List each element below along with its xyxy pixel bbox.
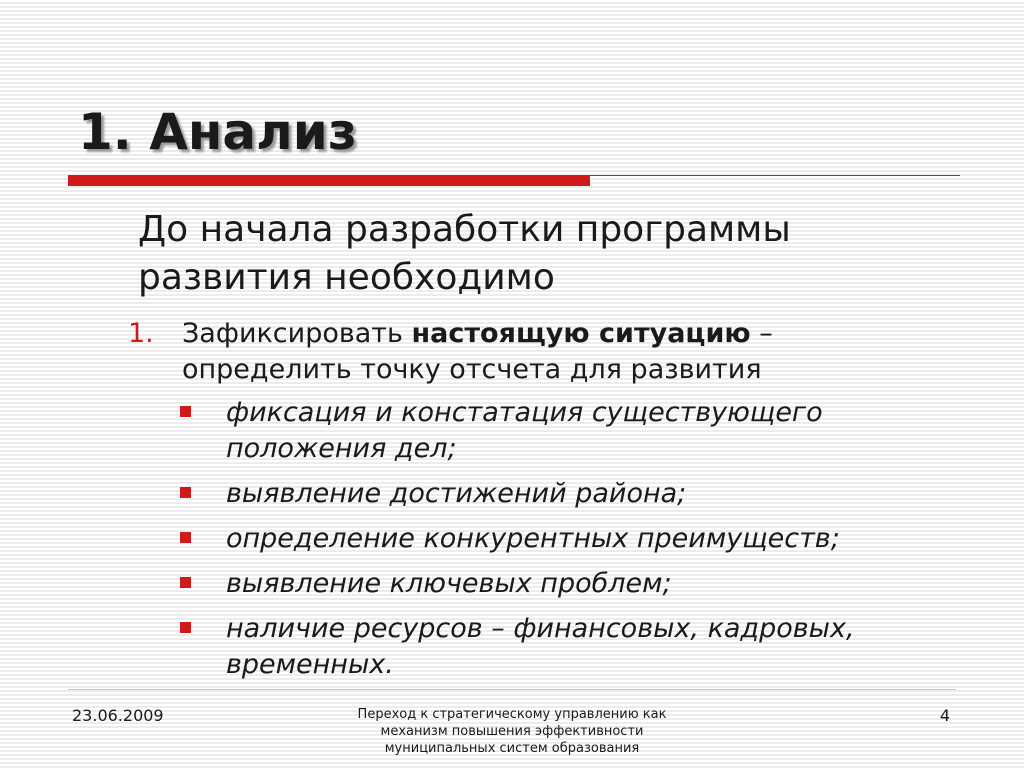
footer-divider [68, 689, 956, 690]
bullet-item [180, 395, 940, 467]
title-underline-rule [590, 175, 960, 176]
bullet-square-icon [180, 487, 191, 498]
bullet-item [180, 476, 940, 512]
bullet-text: определение конкурентных преимуществ; [226, 523, 840, 554]
numbered-item-text-start: Зафиксировать [182, 318, 412, 349]
intro-text: До начала разработки программы развития необходимо [138, 209, 791, 298]
bullet-square-icon [180, 406, 191, 417]
numbered-item-marker: 1. [128, 318, 154, 349]
bullet-text: выявление достижений района; [226, 478, 687, 509]
bullet-text: выявление ключевых проблем; [226, 568, 672, 599]
numbered-item-text-bold: настоящую ситуацию [411, 318, 751, 349]
numbered-item-text-end: – определить точку отсчета для развития [182, 318, 773, 385]
bullet-text: наличие ресурсов – финансовых, кадровых, временных. [226, 613, 855, 680]
page-number: 4 [939, 706, 950, 725]
bullet-item [180, 611, 940, 683]
bullet-square-icon [180, 532, 191, 543]
bullet-item [180, 521, 940, 557]
title-underline-bar [68, 175, 590, 186]
numbered-item-text [182, 316, 922, 388]
footer-caption: Переход к стратегическому управлению как механизм повышения эффективности муниципальных систем образования [357, 707, 667, 756]
bullet-text: фиксация и констатация существующего положения дел; [226, 397, 823, 464]
bullet-square-icon [180, 622, 191, 633]
bullet-square-icon [180, 577, 191, 588]
slide-title: 1. Анализ [78, 103, 357, 161]
bullet-item [180, 566, 940, 602]
bullet-list [180, 395, 940, 692]
footer-date: 23.06.2009 [72, 706, 164, 725]
